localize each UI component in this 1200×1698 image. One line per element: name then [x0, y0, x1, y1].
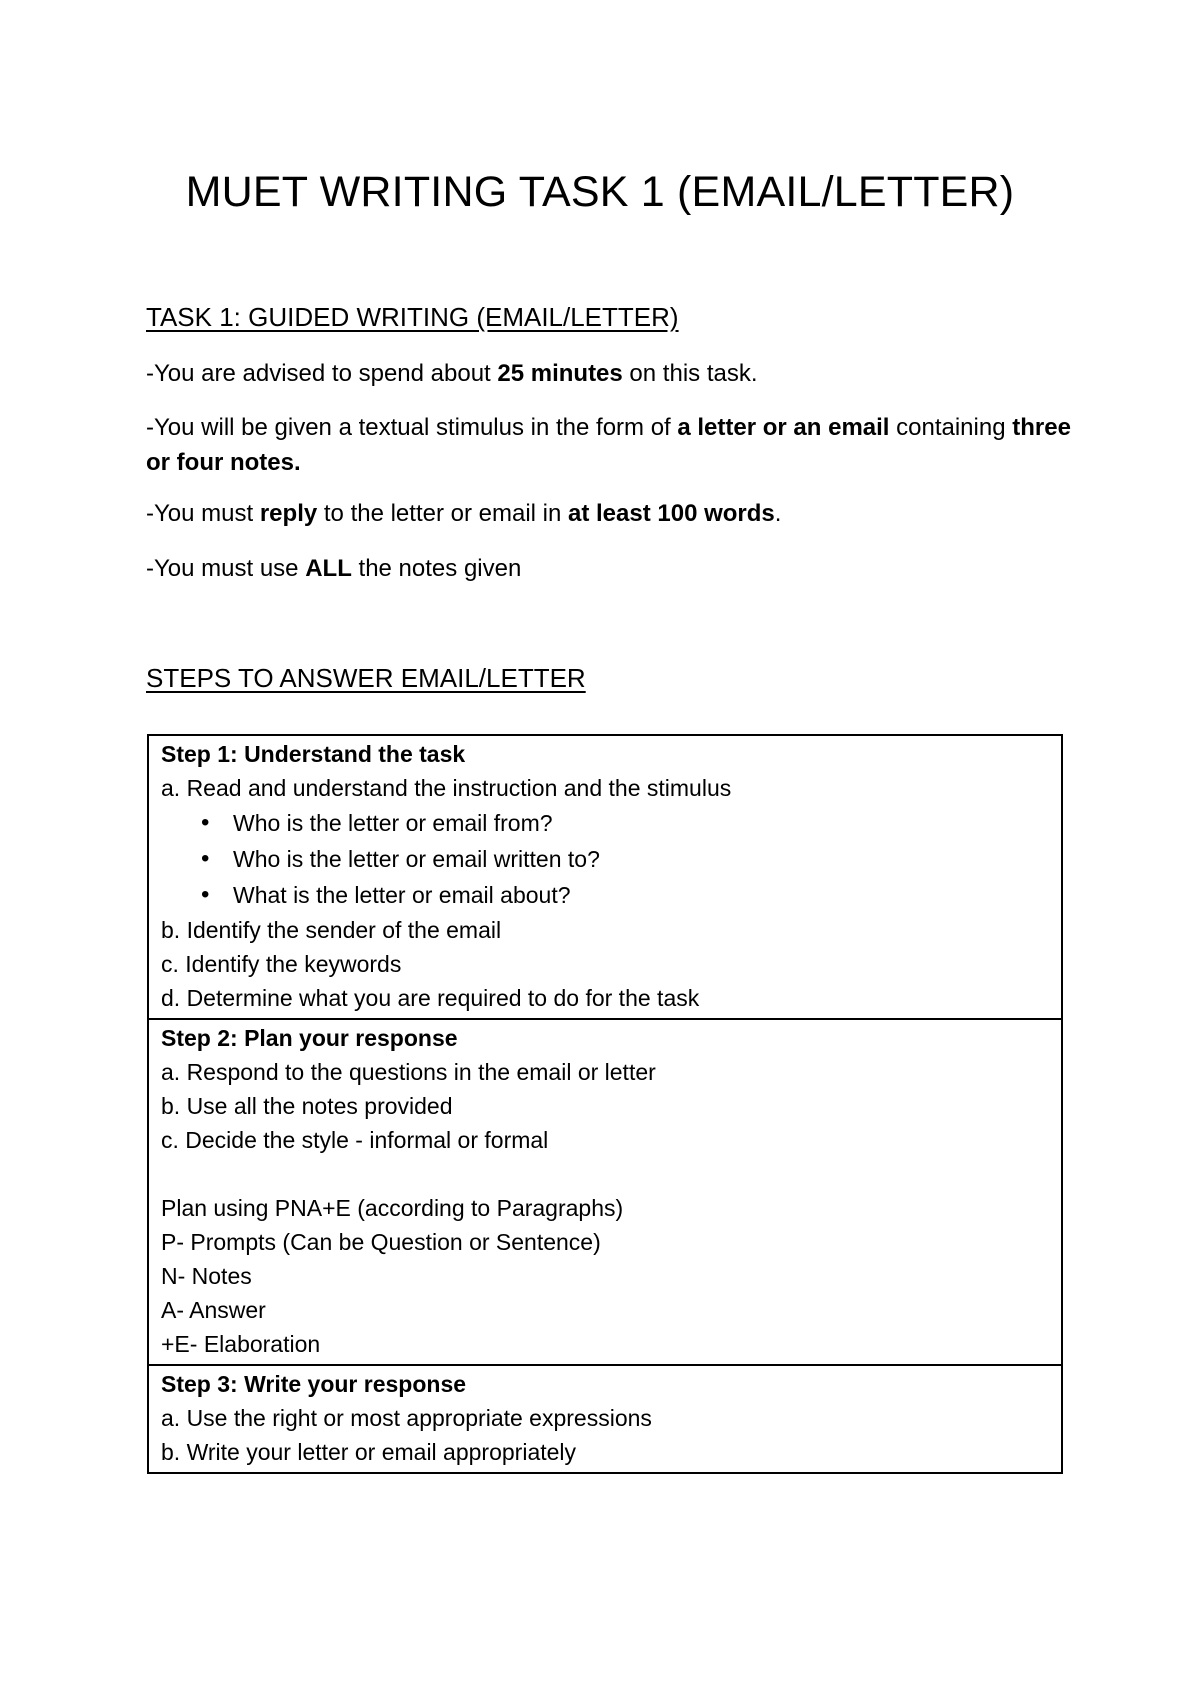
step-3-row [148, 1365, 1062, 1473]
step-1-bullet-list [161, 805, 1049, 913]
step-1-title: Step 1: Understand the task [161, 741, 466, 767]
step-1-row [148, 735, 1062, 1019]
step-3-title: Step 3: Write your response [161, 1371, 467, 1397]
step-2-title: Step 2: Plan your response [161, 1025, 458, 1051]
step-3-cell [148, 1365, 1062, 1473]
task-note-stimulus: -You will be given a textual stimulus in the form of a letter or an email containing three or four notes. [146, 414, 1071, 476]
step-2-row [148, 1019, 1062, 1365]
step-2-item-b: b. Use all the notes provided [161, 1093, 453, 1119]
step-2-cell [148, 1019, 1062, 1365]
plan-answer: A- Answer [161, 1297, 266, 1323]
step-3-item-a: a. Use the right or most appropriate expressions [161, 1405, 652, 1431]
bullet-item: • Who is the letter or email from? [201, 805, 1049, 841]
step-1-item-b: b. Identify the sender of the email [161, 917, 502, 943]
step-1-cell [148, 735, 1062, 1019]
page-title: MUET WRITING TASK 1 (EMAIL/LETTER) [185, 168, 1015, 216]
task-note-reply: -You must reply to the letter or email in at least 100 words. [146, 500, 782, 527]
step-1-item-d: d. Determine what you are required to do for the task [161, 985, 700, 1011]
blank-line [161, 1157, 1049, 1191]
bullet-item: • Who is the letter or email written to? [201, 841, 1049, 877]
step-2-item-c: c. Decide the style - informal or formal [161, 1127, 549, 1153]
plan-notes: N- Notes [161, 1263, 252, 1289]
task-heading: TASK 1: GUIDED WRITING (EMAIL/LETTER) [146, 302, 679, 332]
steps-heading: STEPS TO ANSWER EMAIL/LETTER [146, 663, 586, 693]
step-2-item-a: a. Respond to the questions in the email or letter [161, 1059, 656, 1085]
task-note-time: -You are advised to spend about 25 minutes on this task. [146, 360, 758, 387]
plan-pnae: Plan using PNA+E (according to Paragraphs) [161, 1195, 624, 1221]
bullet-item: • What is the letter or email about? [201, 877, 1049, 913]
task-note-notes: -You must use ALL the notes given [146, 555, 522, 582]
plan-elaboration: +E- Elaboration [161, 1331, 321, 1357]
step-1-item-a: a. Read and understand the instruction and the stimulus [161, 775, 732, 801]
plan-prompts: P- Prompts (Can be Question or Sentence) [161, 1229, 601, 1255]
step-3-item-b: b. Write your letter or email appropriately [161, 1439, 577, 1465]
steps-table [147, 734, 1063, 1474]
step-1-item-c: c. Identify the keywords [161, 951, 402, 977]
